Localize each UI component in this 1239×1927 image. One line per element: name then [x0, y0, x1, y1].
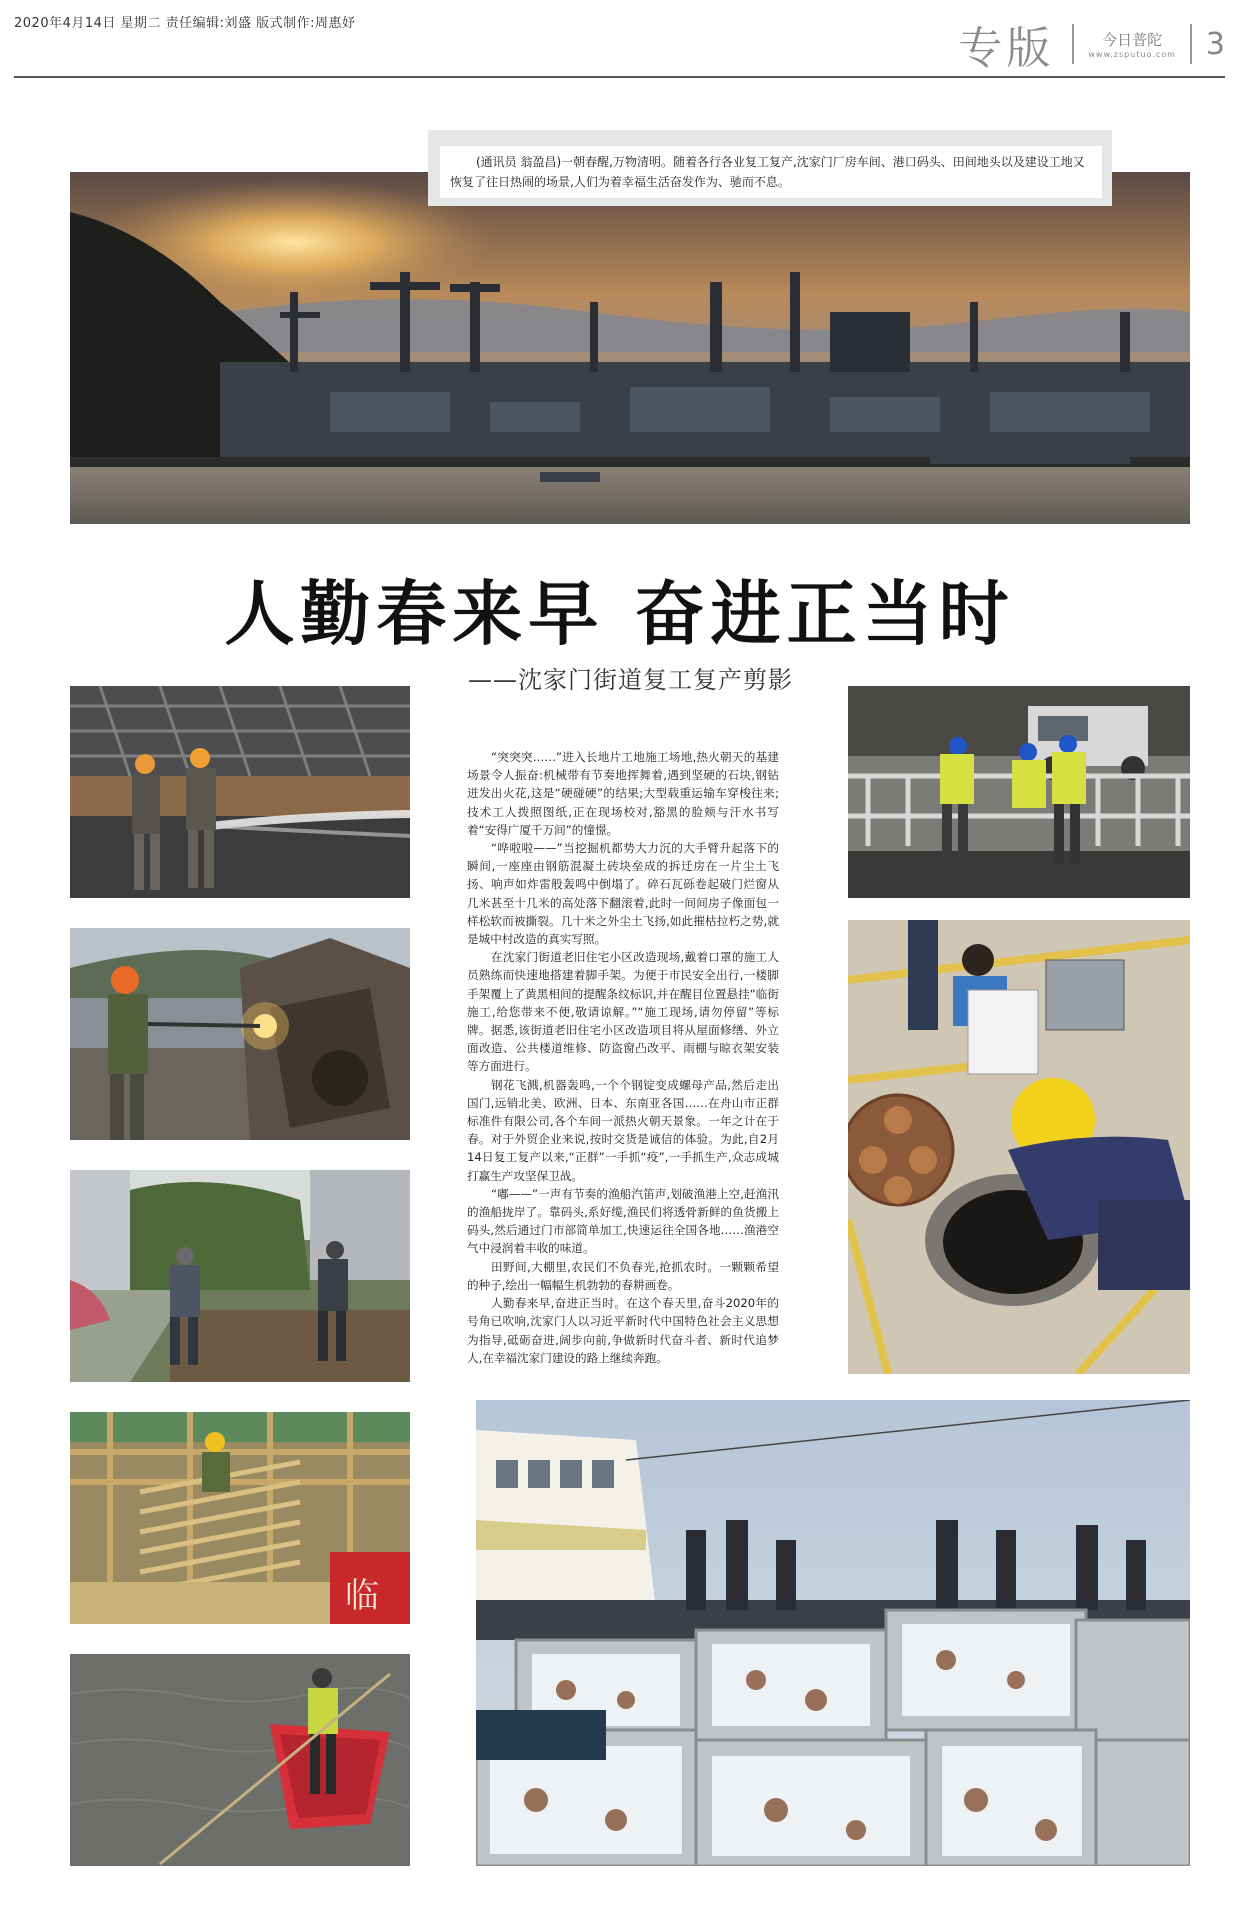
newspaper-logo [1082, 29, 1182, 59]
svg-text:临: 临 [345, 1576, 379, 1616]
fishing-port-crabs-photo [476, 1400, 1190, 1866]
subheadline: ——沈家门街道复工复产剪影 [468, 666, 793, 694]
headline: 人勤春来早 奋进正当时 [224, 573, 1015, 655]
article-paragraph: 人勤春来早,奋进正当时。在这个春天里,奋斗2020年的号角已吹响,沈家门人以习近平新时代中国特色社会主义思想为指导,砥砺奋进,阔步向前,争做新时代奋斗者、新时代追梦人,在幸福沈家门建设的路上继续奔跑。 [467, 1296, 779, 1365]
article-paragraph: 田野间,大棚里,农民们不负春光,抢抓农时。一颗颗希望的种子,绘出一幅幅生机勃勃的春耕画卷。 [467, 1259, 779, 1292]
article-paragraph: 钢花飞溅,机器轰鸣,一个个钢锭变成螺母产品,然后走出国门,远销北美、欧洲、日本、东南亚各国……在舟山市正群标准件有限公司,各个车间一派热火朝天景象。一年之计在于春。对于外贸企业来说,按时交货是诚信的体验。为此,自2月14日复工复产以来,“正群”一手抓“疫”,一手抓生产,众志成城打赢生产攻坚保卫战。 [467, 1077, 779, 1183]
article-body [467, 748, 779, 1367]
harbor-sunset-photo [70, 172, 1190, 524]
article-paragraph: “嘟——”一声有节奏的渔船汽笛声,划破渔港上空,赶渔汛的渔船拢岸了。靠码头,系好缆,渔民们将透骨新鲜的鱼货搬上码头,然后通过门市部简单加工,快速运往全国各地……渔港空气中浸润着丰收的味道。 [467, 1186, 779, 1256]
issue-meta: 2020年4月14日 星期二 责任编辑:刘盛 版式制作:周惠妤 [14, 16, 356, 31]
field-planting-photo [70, 1170, 410, 1382]
intro-caption: (通讯员 翁盈昌)一朝春醒,万物清明。随着各行各业复工复产,沈家门厂房车间、港口码头、田间地头以及建设工地又恢复了往日热闹的场景,人们为着幸福生活奋发作为、驰而不息。 [440, 146, 1102, 198]
bamboo-scaffold-photo [70, 1412, 410, 1624]
logo-text: 今日普陀 [1102, 31, 1163, 49]
worker-welding-photo [70, 928, 410, 1140]
workers-spraying-photo [70, 686, 410, 898]
header-right [958, 18, 1225, 74]
article-paragraph: “哗啦啦——”当挖掘机都势大力沉的大手臂升起落下的瞬间,一座座由钢筋混凝土砖块垒成的拆迁房在一片尘土飞扬、响声如炸雷般轰鸣中倒塌了。碎石瓦砾卷起破门烂窗从几米甚至十几米的高处落下翻滚着,此时一间间房子像面包一样松软而被撕裂。几十米之外尘土飞扬,如此摧枯拉朽之势,就是城中村改造的真实写照。 [467, 841, 779, 947]
boat-cleaning-photo [70, 1654, 410, 1866]
section-label: 专版 [958, 23, 1055, 74]
page-number: 3 [1205, 26, 1225, 62]
header-rule [14, 76, 1225, 78]
header-divider [1072, 24, 1074, 64]
article-paragraph: “突突突……”进入长地片工地施工场地,热火朝天的基建场景令人振奋:机械带有节奏地挥舞着,遇到坚硬的石块,钢钻迸发出火花,这是“硬碰硬”的结果;大型载重运输车穿梭往来;技术工人拨照图纸,正在现场校对,豁黑的脸颊与汗水书写着“安得广厦千万间”的憧憬。 [467, 750, 779, 837]
manhole-inspection-photo [848, 920, 1190, 1374]
workers-road-repair-photo [848, 686, 1190, 898]
page-header [14, 12, 1225, 78]
article-paragraph: 在沈家门街道老旧住宅小区改造现场,戴着口罩的施工人员熟练而快速地搭建着脚手架。为便于市民安全出行,一楼脚手架覆上了黄黑相间的提醒条纹标识,并在醒目位置悬挂“临街施工,给您带来不便,敬请谅解。”“施工现场,请勿停留”等标牌。据悉,该街道老旧住宅小区改造项目将从屋面修缮、外立面改造、公共楼道维修、防盗窗凸改平、雨棚与晾衣架安装等方面进行。 [467, 950, 779, 1074]
logo-url: www.zsputuo.com [1088, 50, 1176, 59]
header-divider [1190, 24, 1192, 64]
